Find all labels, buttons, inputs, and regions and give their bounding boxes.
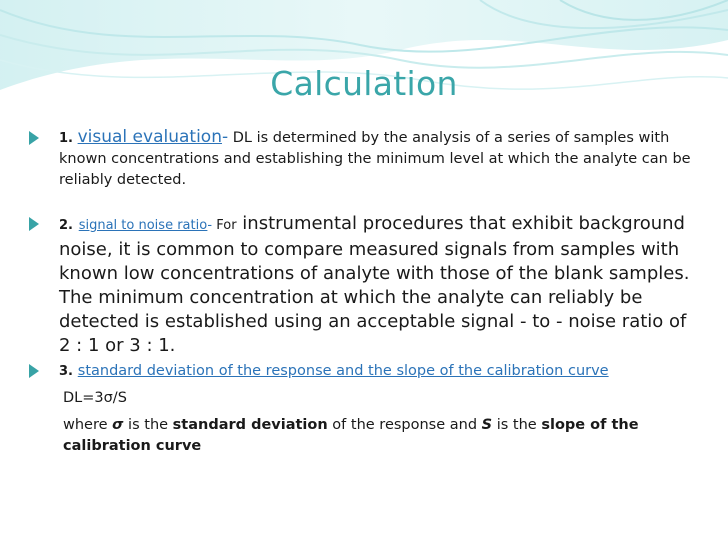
where-text: is the [123,417,173,433]
slide-title: Calculation [270,64,458,103]
bullet-icon [29,131,39,145]
bullet-icon [29,217,39,231]
item-number: 2. [59,218,73,233]
slope-term: slope of the calibration curve [63,417,639,454]
item-text: DL is determined by the analysis of a series of samples with known concentrations and establishing the minimum level at which the analyte can be reliably detected. [59,130,691,188]
item-for-word: For [212,218,237,233]
item-dash: - [221,127,229,147]
list-item-visual-evaluation [28,127,698,191]
signal-to-noise-link[interactable]: signal to noise ratio [78,218,208,233]
formula-text: DL=3σ/S [63,390,127,406]
item-number: 1. [59,131,73,146]
item-text: instrumental procedures that exhibit background noise, it is common to compare measured signals from samples with known low concentrations of analyte with those of the blank samples. The minimum concentration at which the analyte can reliably be detected is established using an acceptable signal - to - noise ratio of 2 : 1 or 3 : 1. [59,213,690,356]
formula-explanation [28,415,698,457]
item-dash: - [207,218,213,233]
bullet-icon [29,364,39,378]
where-text: where [63,417,113,433]
sigma-symbol: σ [112,417,124,433]
standard-deviation-term: standard deviation [172,417,328,433]
s-symbol: S [481,417,493,433]
item-number: 3. [59,364,73,379]
list-item-signal-to-noise [28,212,698,358]
standard-deviation-link[interactable]: standard deviation of the response and the slope of the calibration curve [77,363,609,379]
where-text: is the [492,417,542,433]
slide-content [28,127,698,457]
visual-evaluation-link[interactable]: visual evaluation [77,127,222,147]
list-item-standard-deviation [28,360,698,382]
where-text: of the response and [327,417,482,433]
